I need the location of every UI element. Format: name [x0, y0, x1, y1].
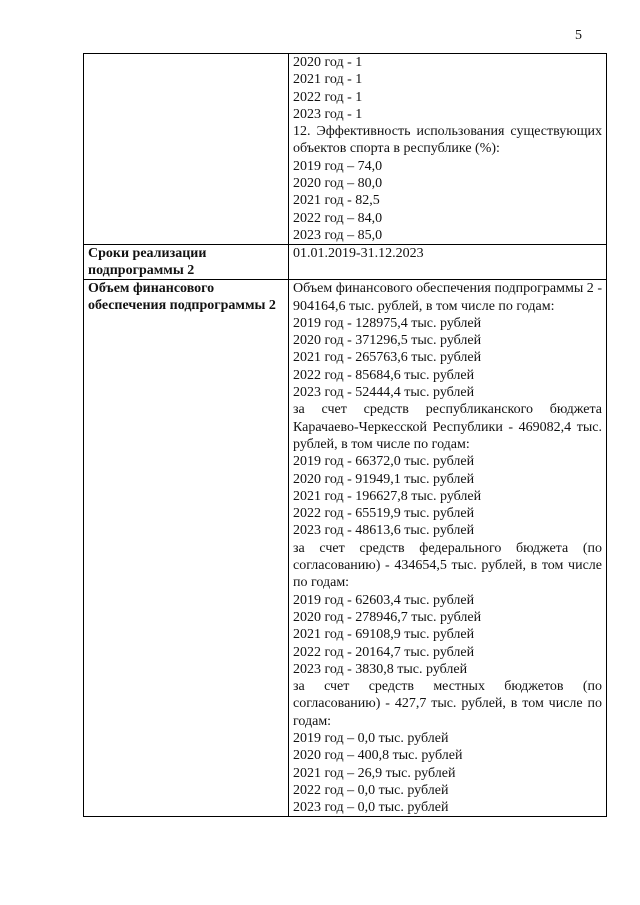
funding-year-line: 2022 год – 0,0 тыс. рублей	[293, 782, 449, 798]
indicator-line: 2022 год - 1	[293, 89, 363, 105]
indicator-line: 2019 год – 74,0	[293, 158, 383, 174]
funding-year-line: 2019 год - 66372,0 тыс. рублей	[293, 454, 475, 470]
term-value: 01.01.2019-31.12.2023	[293, 246, 424, 262]
funding-republic-intro: за счет средств республиканского бюджета Карачаево-Черкесской Республики - 469082,4 тыс. рублей, в том числе по годам:	[293, 402, 602, 452]
indicator-line: 2023 год - 1	[293, 106, 363, 122]
term-value-cell	[289, 245, 607, 280]
funding-year-line: 2022 год - 65519,9 тыс. рублей	[293, 506, 475, 522]
funding-year-line: 2019 год - 128975,4 тыс. рублей	[293, 315, 482, 331]
funding-year-line: 2020 год - 278946,7 тыс. рублей	[293, 609, 482, 625]
indicator-line: 2020 год - 1	[293, 55, 363, 70]
funding-cell	[289, 280, 607, 817]
table-row	[84, 54, 607, 245]
funding-year-line: 2023 год - 3830,8 тыс. рублей	[293, 661, 468, 677]
indicator-line: 2022 год – 84,0	[293, 210, 383, 226]
indicator-cell	[289, 54, 607, 245]
funding-year-line: 2022 год - 85684,6 тыс. рублей	[293, 367, 475, 383]
funding-year-line: 2021 год - 69108,9 тыс. рублей	[293, 627, 475, 643]
funding-year-line: 2020 год - 91949,1 тыс. рублей	[293, 471, 475, 487]
term-label: Сроки реализации подпрограммы 2	[84, 245, 289, 280]
funding-year-line: 2020 год - 371296,5 тыс. рублей	[293, 333, 482, 349]
indicator-title: 12. Эффективность использования существующих объектов спорта в республике (%):	[293, 124, 602, 157]
funding-year-line: 2021 год - 196627,8 тыс. рублей	[293, 488, 482, 504]
funding-year-line: 2023 год – 0,0 тыс. рублей	[293, 800, 449, 816]
funding-year-line: 2021 год – 26,9 тыс. рублей	[293, 765, 456, 781]
funding-year-line: 2022 год - 20164,7 тыс. рублей	[293, 644, 475, 660]
indicator-line: 2023 год – 85,0	[293, 227, 383, 243]
funding-label: Объем финансового обеспечения подпрограммы 2	[84, 280, 289, 817]
funding-year-line: 2021 год - 265763,6 тыс. рублей	[293, 350, 482, 366]
subprogram-passport-table	[83, 53, 607, 817]
funding-year-line: 2019 год - 62603,4 тыс. рублей	[293, 592, 475, 608]
indicator-line: 2021 год - 1	[293, 72, 363, 88]
indicator-line: 2021 год - 82,5	[293, 193, 380, 209]
funding-local-intro: за счет средств местных бюджетов (по согласованию) - 427,7 тыс. рублей, в том числе по годам:	[293, 679, 602, 729]
row-label-empty	[84, 54, 289, 245]
funding-year-line: 2019 год – 0,0 тыс. рублей	[293, 730, 449, 746]
funding-federal-intro: за счет средств федерального бюджета (по согласованию) - 434654,5 тыс. рублей, в том числе по годам:	[293, 540, 602, 591]
page-number: 5	[575, 28, 582, 43]
funding-year-line: 2023 год - 48613,6 тыс. рублей	[293, 523, 475, 539]
table-row	[84, 280, 607, 817]
funding-total-intro: Объем финансового обеспечения подпрограммы 2 - 904164,6 тыс. рублей, в том числе по годам:	[293, 281, 602, 314]
indicator-line: 2020 год – 80,0	[293, 176, 383, 192]
funding-year-line: 2023 год - 52444,4 тыс. рублей	[293, 385, 475, 401]
table-row	[84, 245, 607, 280]
funding-year-line: 2020 год – 400,8 тыс. рублей	[293, 748, 463, 764]
